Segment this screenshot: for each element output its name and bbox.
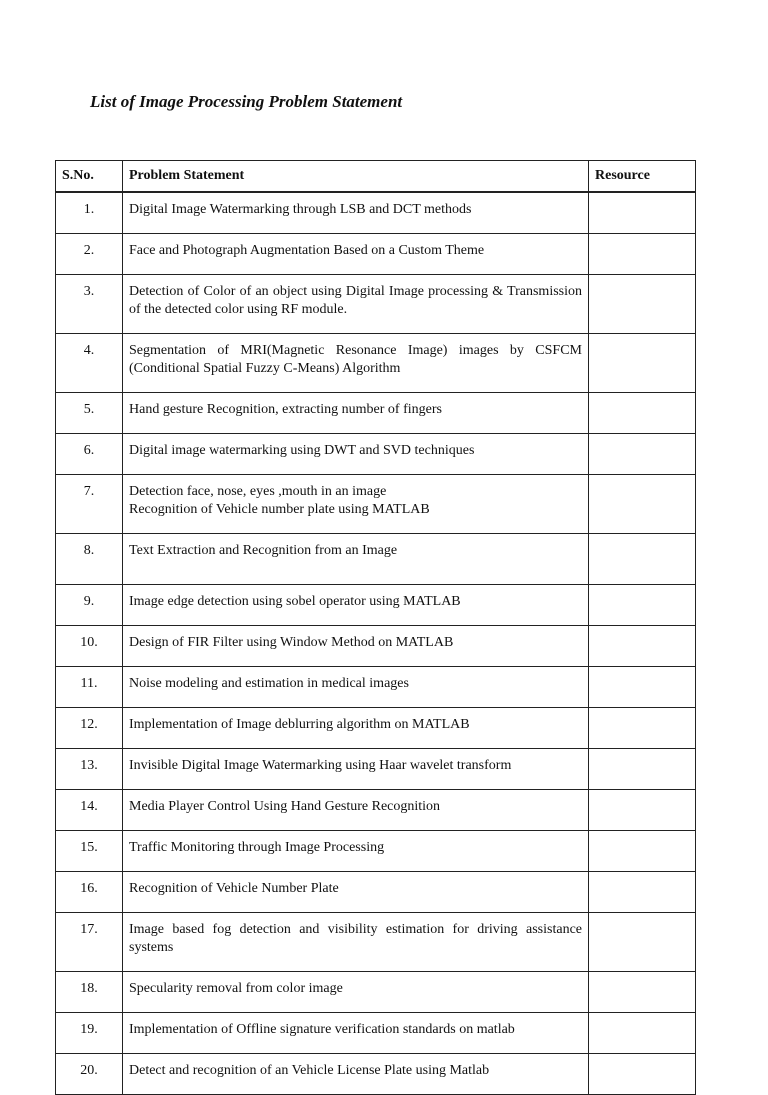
statement-cell: Hand gesture Recognition, extracting number of fingers: [123, 393, 589, 434]
statement-cell: Recognition of Vehicle Number Plate: [123, 872, 589, 913]
statement-cell: Implementation of Image deblurring algorithm on MATLAB: [123, 708, 589, 749]
resource-cell: [589, 913, 696, 972]
statement-cell: Noise modeling and estimation in medical images: [123, 667, 589, 708]
table-row: [56, 749, 696, 790]
table-row: [56, 708, 696, 749]
statement-cell: Digital Image Watermarking through LSB and DCT methods: [123, 192, 589, 234]
resource-cell: [589, 234, 696, 275]
sno-cell: 1.: [56, 192, 123, 234]
table-row: [56, 393, 696, 434]
statement-cell: Design of FIR Filter using Window Method on MATLAB: [123, 626, 589, 667]
statement-cell: Digital image watermarking using DWT and SVD techniques: [123, 434, 589, 475]
table-row: [56, 1054, 696, 1095]
statement-cell: Face and Photograph Augmentation Based on a Custom Theme: [123, 234, 589, 275]
table-row: [56, 790, 696, 831]
resource-cell: [589, 334, 696, 393]
table-row: [56, 585, 696, 626]
resource-cell: [589, 275, 696, 334]
table-row: [56, 275, 696, 334]
resource-cell: [589, 192, 696, 234]
resource-cell: [589, 534, 696, 585]
statement-cell: Detect and recognition of an Vehicle License Plate using Matlab: [123, 1054, 589, 1095]
sno-cell: 8.: [56, 534, 123, 585]
resource-cell: [589, 1013, 696, 1054]
sno-cell: 17.: [56, 913, 123, 972]
resource-cell: [589, 626, 696, 667]
resource-cell: [589, 972, 696, 1013]
resource-cell: [589, 585, 696, 626]
table-row: [56, 667, 696, 708]
resource-cell: [589, 667, 696, 708]
resource-cell: [589, 872, 696, 913]
sno-cell: 4.: [56, 334, 123, 393]
statement-cell: [123, 475, 589, 534]
problem-statement-table: [55, 160, 696, 1095]
statement-cell: Traffic Monitoring through Image Processing: [123, 831, 589, 872]
sno-cell: 18.: [56, 972, 123, 1013]
sno-cell: 10.: [56, 626, 123, 667]
statement-cell: Detection of Color of an object using Digital Image processing & Transmission of the detected color using RF module.: [123, 275, 589, 334]
sno-cell: 12.: [56, 708, 123, 749]
table-row: [56, 831, 696, 872]
header-row: [56, 161, 696, 193]
page-title: List of Image Processing Problem Statement: [90, 92, 403, 111]
table-header: [56, 161, 696, 193]
sno-cell: 16.: [56, 872, 123, 913]
table-row: [56, 1013, 696, 1054]
table-row: [56, 972, 696, 1013]
statement-cell: Implementation of Offline signature verification standards on matlab: [123, 1013, 589, 1054]
sno-cell: 6.: [56, 434, 123, 475]
statement-cell: Invisible Digital Image Watermarking using Haar wavelet transform: [123, 749, 589, 790]
sno-cell: 2.: [56, 234, 123, 275]
resource-cell: [589, 393, 696, 434]
header-resource: Resource: [589, 161, 696, 193]
statement-cell: Image edge detection using sobel operator using MATLAB: [123, 585, 589, 626]
sno-cell: 7.: [56, 475, 123, 534]
table-row: [56, 334, 696, 393]
table-row: [56, 913, 696, 972]
sno-cell: 14.: [56, 790, 123, 831]
resource-cell: [589, 1054, 696, 1095]
statement-cell: Image based fog detection and visibility estimation for driving assistance systems: [123, 913, 589, 972]
table-row: [56, 475, 696, 534]
resource-cell: [589, 831, 696, 872]
header-sno: S.No.: [56, 161, 123, 193]
resource-cell: [589, 790, 696, 831]
statement-cell: Text Extraction and Recognition from an Image: [123, 534, 589, 585]
sno-cell: 3.: [56, 275, 123, 334]
sno-cell: 9.: [56, 585, 123, 626]
table-row: [56, 434, 696, 475]
header-statement: Problem Statement: [123, 161, 589, 193]
resource-cell: [589, 475, 696, 534]
sno-cell: 19.: [56, 1013, 123, 1054]
table-body: [56, 192, 696, 1095]
sno-cell: 13.: [56, 749, 123, 790]
resource-cell: [589, 708, 696, 749]
table-row: [56, 872, 696, 913]
statement-cell: Specularity removal from color image: [123, 972, 589, 1013]
statement-cell: Media Player Control Using Hand Gesture Recognition: [123, 790, 589, 831]
statement-line-1: Detection face, nose, eyes ,mouth in an image: [129, 484, 387, 499]
sno-cell: 15.: [56, 831, 123, 872]
sno-cell: 5.: [56, 393, 123, 434]
table-row: [56, 626, 696, 667]
resource-cell: [589, 749, 696, 790]
sno-cell: 20.: [56, 1054, 123, 1095]
statement-cell: Segmentation of MRI(Magnetic Resonance Image) images by CSFCM (Conditional Spatial Fuzzy C-Means) Algorithm: [123, 334, 589, 393]
sno-cell: 11.: [56, 667, 123, 708]
table-row: [56, 534, 696, 585]
table-row: [56, 192, 696, 234]
resource-cell: [589, 434, 696, 475]
table-row: [56, 234, 696, 275]
statement-line-2: Recognition of Vehicle number plate using MATLAB: [129, 502, 430, 517]
